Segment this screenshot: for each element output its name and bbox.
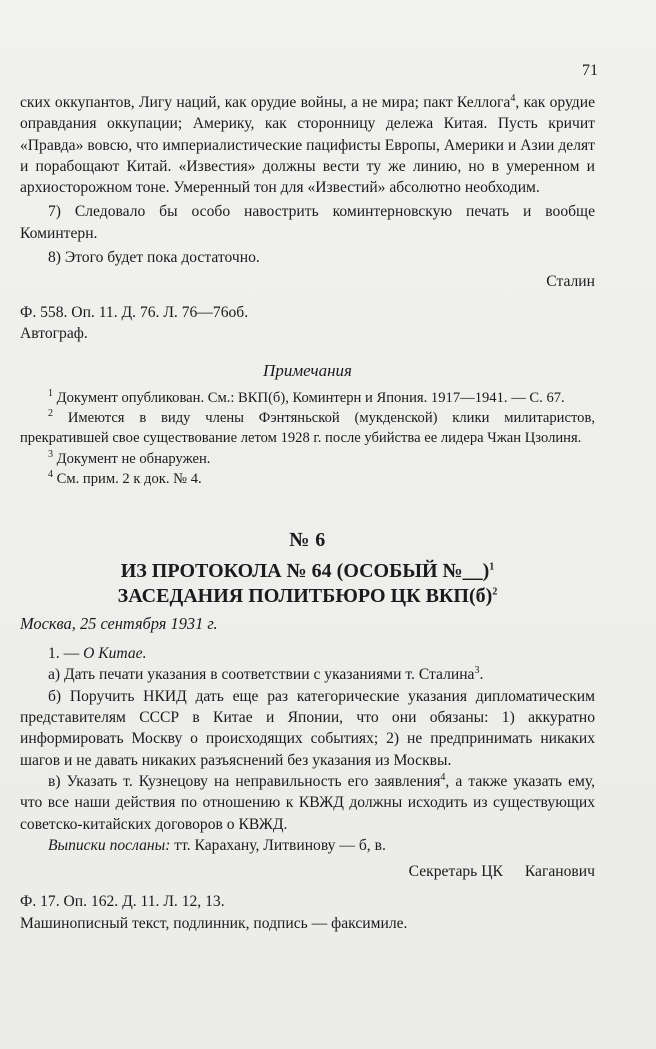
paragraph-item-8: 8) Этого будет пока достаточно. [48,249,260,267]
footnote-ref: 4 [510,92,516,104]
signature-stalin: Сталин [546,273,595,291]
secretary-signature [20,861,595,882]
item-c: в) Указать т. Кузнецову на неправильность его заявления$^4$, а также указать ему, что все наши действия по отношению к КВЖД должны исходить из существующих советско-китайских договоров о КВЖД. [20,771,595,833]
note-item: $^2$ Имеются в виду члены Фэнтяньской (мукденской) клики милитаристов, прекратившей свое существование летом 1928 г. после убийства ее лидера Чжан Цзолиня. [20,408,595,447]
item-1-heading: 1. — О Китае. [48,645,147,663]
secretary-name: Каганович [524,863,595,881]
note-item: $^4$ См. прим. 2 к док. № 4. [48,469,202,488]
secretary-title: Секретарь ЦК [408,863,503,881]
paragraph-item-7: 7) Следовало бы особо навострить коминтерновскую печать и вообще Коминтерн. [20,203,595,242]
extracts-sent: Выписки посланы: тт. Карахану, Литвинову — б, в. [48,836,386,854]
item-b: б) Поручить НКИД дать еще раз категорические указания дипломатическим представителям СССР в Китае и Японии, что они обязаны: 1) аккуратно информировать Москву о происходящих событиях; 2) не предпринимать никаких шагов и не давать никаких разъяснений без указания из Москвы. [20,687,595,769]
document-description: Машинописный текст, подлинник, подпись — факсимиле. [20,914,408,932]
paragraph-continuation: ских оккупантов, Лигу наций, как орудие войны, а не мира; пакт Келлога$^4$, как орудие оправдания оккупации; Америку, как сторонницу дележа Китая. Пусть кричит «Правда» вовсю, что империалистические пацифисты Европы, Америки и Азии делят и порабощают Китай. «Известия» должны вести ту же линию, но в умеренном и архиосторожном тоне. Умеренный тон для «Известий» абсолютно необходим. [20,92,595,197]
document-heading: ИЗ ПРОТОКОЛА № 64 (ОСОБЫЙ №__)$^1$ ЗАСЕДАНИЯ ПОЛИТБЮРО ЦК $ВКП(б)^2$ [117,559,498,607]
page-content [20,92,595,934]
note-item: $^3$ Документ не обнаружен. [48,448,211,467]
notes-title: Примечания [263,361,352,381]
autograph-note: Автограф. [20,324,88,342]
note-item: $^1$ Документ опубликован. См.: ВКП(б), Коминтерн и Япония. 1917—1941. — С. 67. [48,387,565,406]
archive-reference: Ф. 558. Оп. 11. Д. 76. Л. 76—76об. [20,303,249,321]
place-date: Москва, 25 сентября 1931 г. [20,613,218,633]
page-number: 71 [582,62,598,79]
item-a: а) Дать печати указания в соответствии с указаниями т. Сталина$^3$. [48,665,484,684]
document-number: № 6 [289,528,326,551]
archive-reference-2: Ф. 17. Оп. 162. Д. 11. Л. 12, 13. [20,893,225,911]
